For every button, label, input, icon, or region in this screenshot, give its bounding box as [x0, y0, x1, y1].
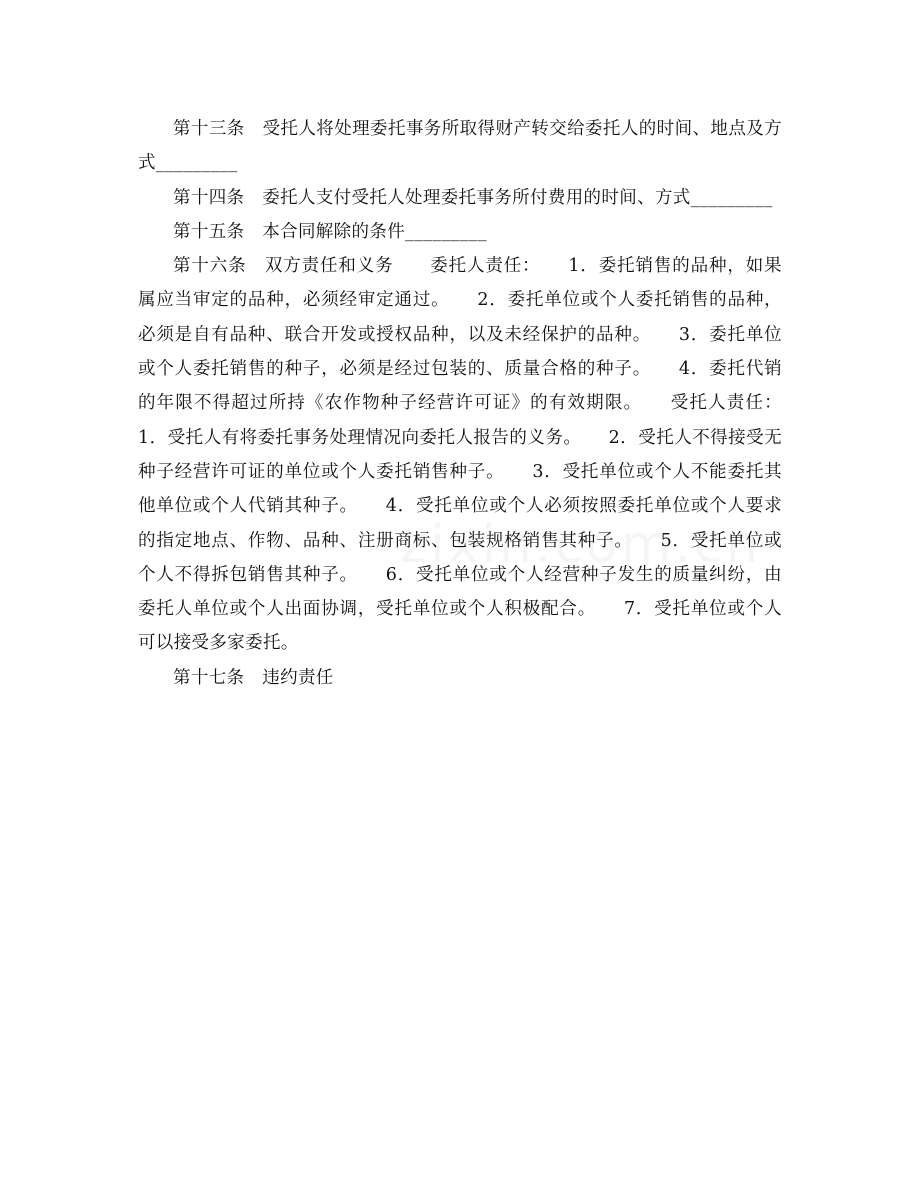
- article-16-paragraph: 第十六条 双方责任和义务 委托人责任： 1．委托销售的品种，如果属应当审定的品种，必须经审定通过。 2．委托单位或个人委托销售的品种，必须是自有品种、联合开发或授权品种，以及未经保护的品种。 3．委托单位或个人委托销售的种子，必须是经过包装的、质量合格的种子。 4．委托代销的年限不得超过所持《农作物种子经营许可证》的有效期限。 受托人责任：1．受托人有将委托事务处理情况向委托人报告的义务。 2．受托人不得接受无种子经营许可证的单位或个人委托销售种子。 3．受托单位或个人不能委托其他单位或个人代销其种子。 4．受托单位或个人必须按照委托单位或个人要求的指定地点、作物、品种、注册商标、包装规格销售其种子。 5．受托单位或个人不得拆包销售其种子。 6．受托单位或个人经营种子发生的质量纠纷，由委托人单位或个人出面协调，受托单位或个人积极配合。 7．受托单位或个人可以接受多家委托。: [138, 256, 782, 654]
- article-13-paragraph: 第十三条 受托人将处理委托事务所取得财产转交给委托人的时间、地点及方式_________: [138, 119, 782, 174]
- article-17-paragraph: 第十七条 违约责任: [173, 667, 334, 688]
- article-15-paragraph: 第十五条 本合同解除的条件_________: [173, 221, 487, 242]
- article-14-paragraph: 第十四条 委托人支付受托人处理委托事务所付费用的时间、方式_________: [173, 187, 773, 208]
- document-body: [138, 112, 782, 695]
